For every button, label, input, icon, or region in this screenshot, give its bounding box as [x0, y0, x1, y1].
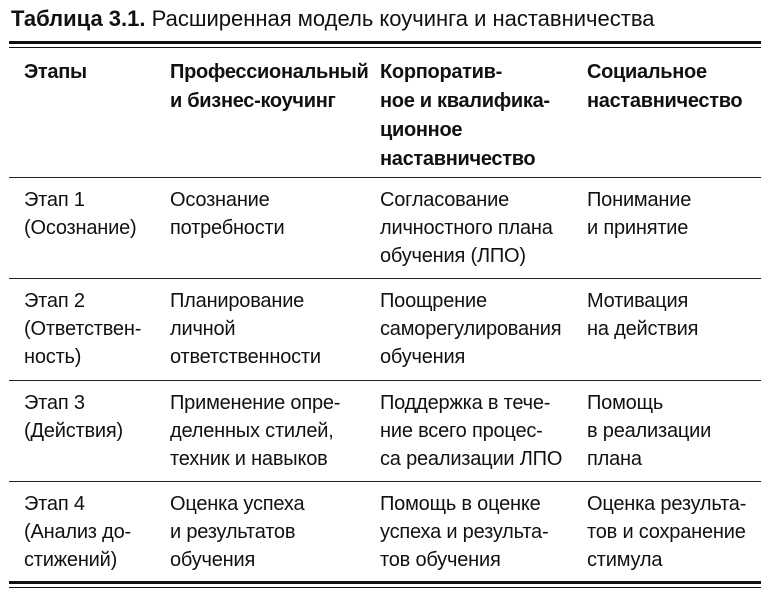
header-social-mentoring: Социальное наставничество [587, 61, 743, 112]
row-1-social: Понимание и принятие [587, 189, 692, 239]
row-4-stage: Этап 4 (Анализ до- стижений) [24, 493, 131, 571]
row-3-coaching: Применение опре- деленных стилей, техник и навыков [170, 392, 341, 470]
top-rule [9, 41, 761, 44]
bottom-rule [9, 581, 761, 584]
caption-label: Таблица 3.1. [11, 6, 146, 31]
row-2-coaching: Планирование личной ответственности [170, 290, 321, 368]
header-stages: Этапы [24, 61, 87, 83]
row-2-corporate: Поощрение саморегулирования обучения [380, 290, 562, 368]
row-1-corporate: Согласование личностного плана обучения (ЛПО) [380, 189, 553, 267]
row-2-social: Мотивация на действия [587, 290, 699, 340]
row-1-coaching: Осознание потребности [170, 189, 285, 239]
bottom-rule-thin [9, 587, 761, 588]
row-3-stage: Этап 3 (Действия) [24, 392, 123, 442]
row-4-coaching: Оценка успеха и результатов обучения [170, 493, 305, 571]
row-divider [9, 177, 761, 178]
header-corporate-mentoring: Корпоратив- ное и квалифика- ционное наставничество [380, 61, 550, 170]
table-caption [11, 4, 761, 34]
row-3-corporate: Поддержка в тече- ние всего процес- са реализации ЛПО [380, 392, 563, 470]
row-divider [9, 278, 761, 279]
row-divider [9, 380, 761, 381]
row-divider [9, 481, 761, 482]
row-2-stage: Этап 2 (Ответствен- ность) [24, 290, 142, 368]
top-rule-thin [9, 47, 761, 48]
header-coaching: Профессиональный и бизнес-коучинг [170, 61, 369, 112]
caption-title: Расширенная модель коучинга и наставничества [151, 6, 655, 31]
row-4-corporate: Помощь в оценке успеха и результа- тов обучения [380, 493, 549, 571]
row-4-social: Оценка результа- тов и сохранение стимула [587, 493, 747, 571]
row-1-stage: Этап 1 (Осознание) [24, 189, 137, 239]
row-3-social: Помощь в реализации плана [587, 392, 712, 470]
